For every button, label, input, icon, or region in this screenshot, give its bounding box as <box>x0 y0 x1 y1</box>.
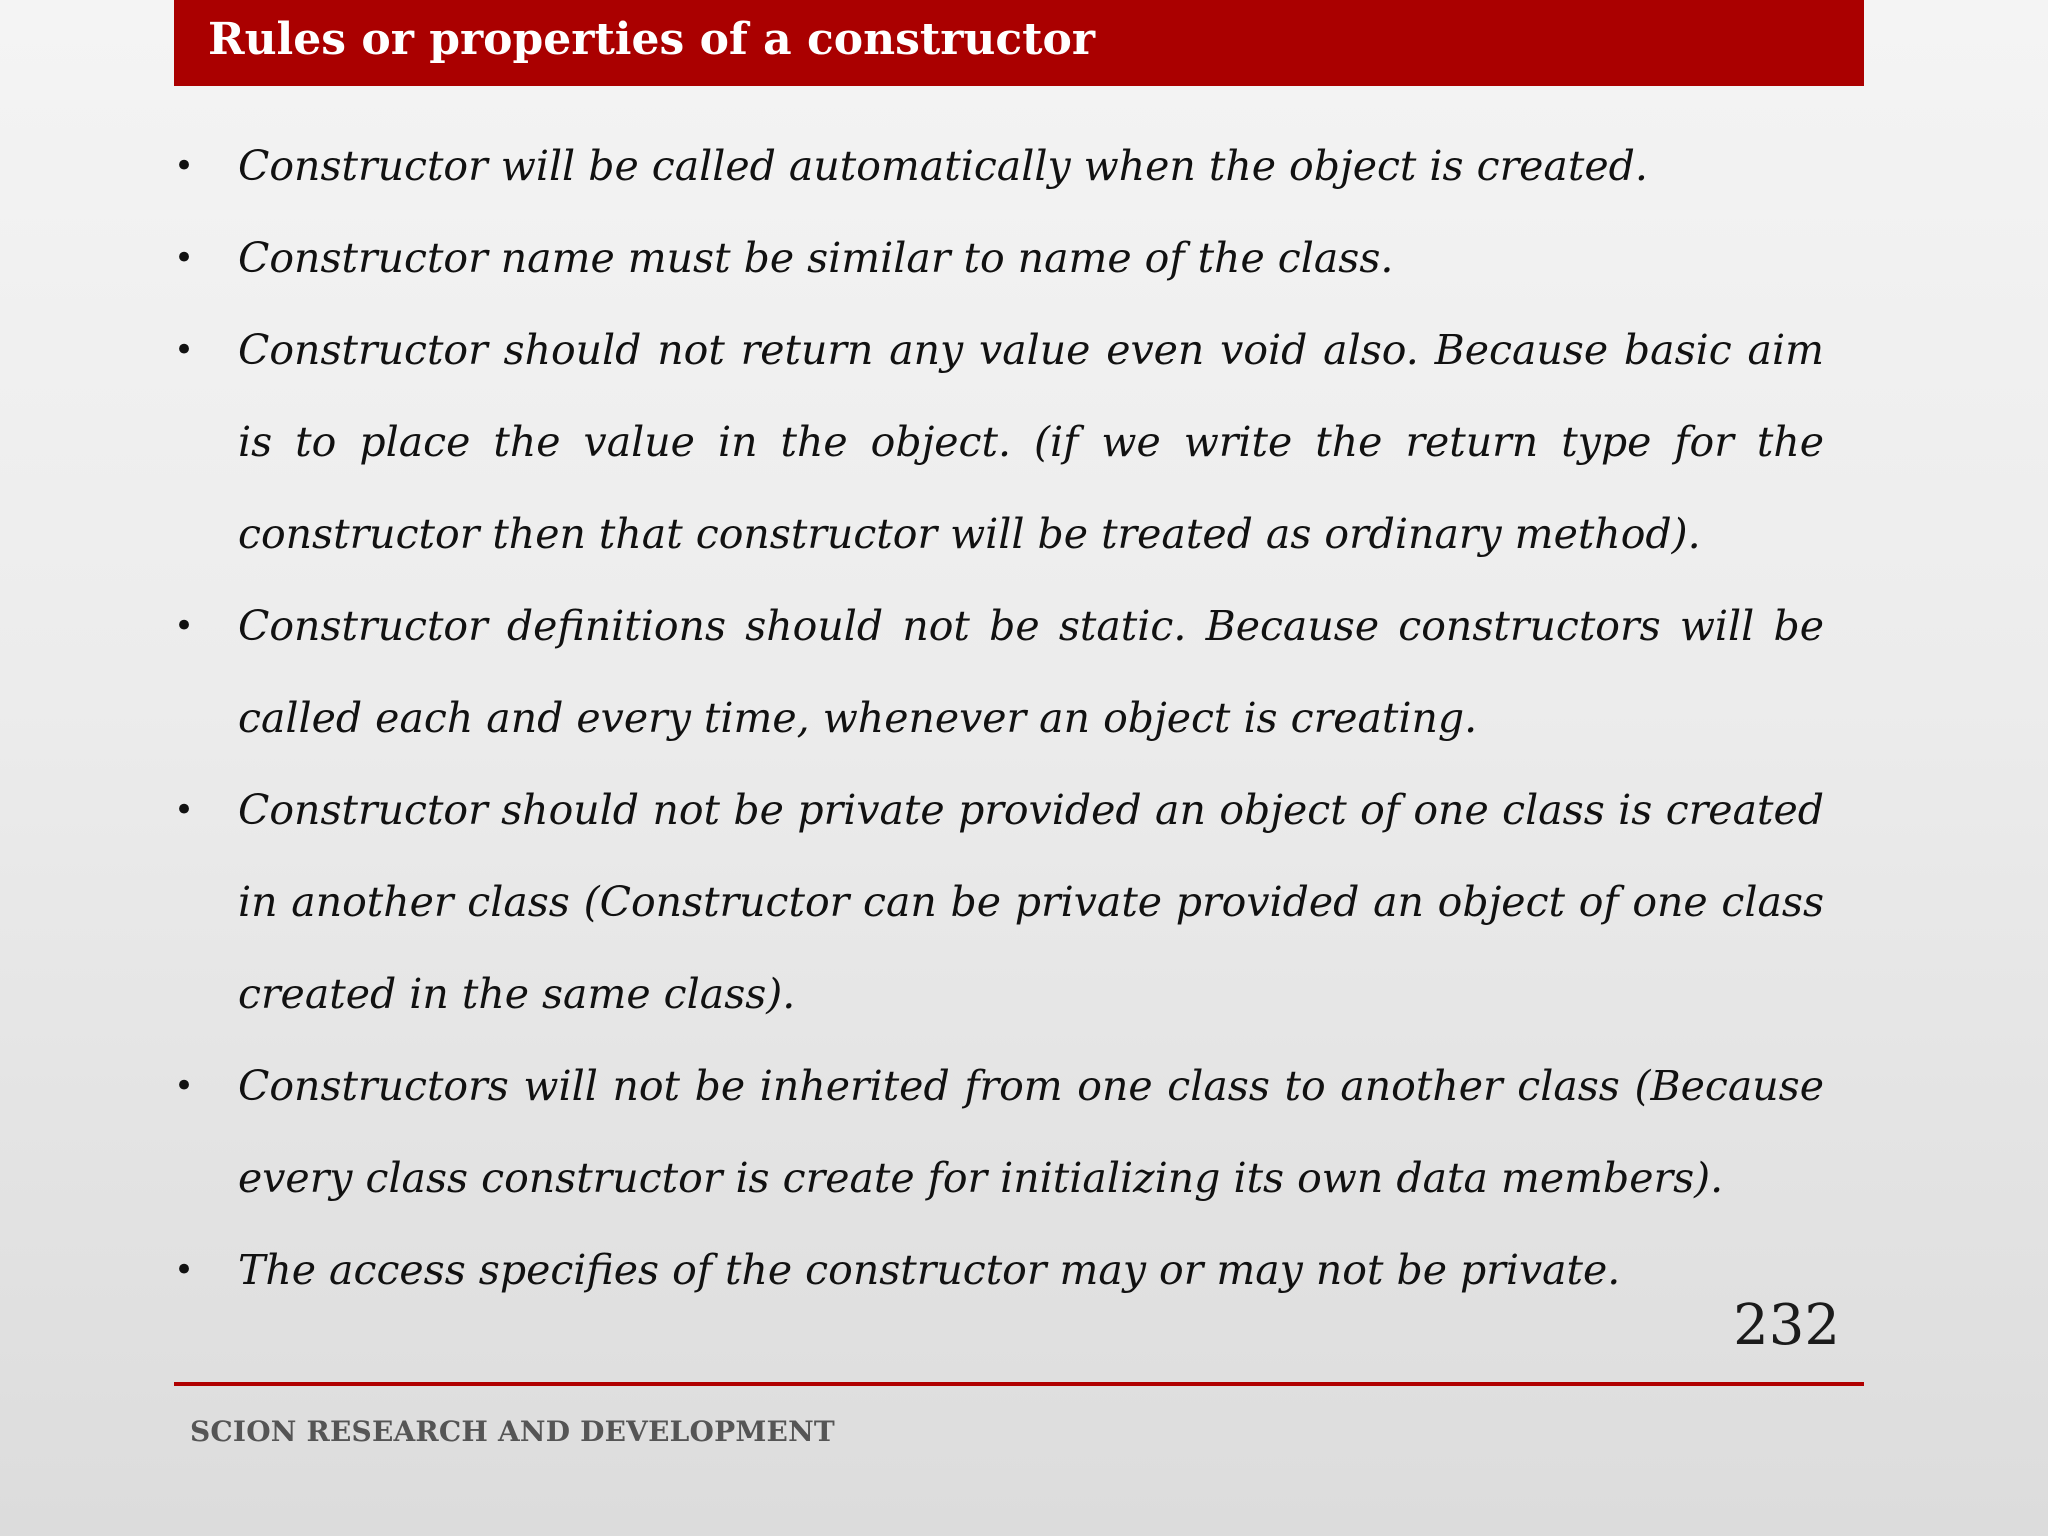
bullet-text-1: Constructor will be called automatically when the object is created. <box>238 142 1648 190</box>
bullet-icon: • <box>174 146 195 186</box>
bullet-item-7 <box>174 1224 1824 1316</box>
footer-divider <box>174 1382 1864 1386</box>
bullet-list <box>174 120 1824 1316</box>
title-bar <box>174 0 1864 86</box>
bullet-icon: • <box>174 606 195 646</box>
bullet-text-5: Constructor should not be private provided an object of one class is created in another class (Constructor can be private provided an object of one class created in the same class). <box>238 786 1824 1018</box>
bullet-item-6 <box>174 1040 1824 1224</box>
bullet-icon: • <box>174 330 195 370</box>
bullet-text-4: Constructor definitions should not be static. Because constructors will be called each and every time, whenever an object is creating. <box>238 602 1824 742</box>
bullet-item-5 <box>174 764 1824 1040</box>
slide-title: Rules or properties of a constructor <box>208 14 1096 65</box>
bullet-icon: • <box>174 1250 195 1290</box>
bullet-item-1 <box>174 120 1824 212</box>
bullet-text-7: The access specifies of the constructor may or may not be private. <box>238 1246 1621 1294</box>
bullet-icon: • <box>174 1066 195 1106</box>
bullet-item-4 <box>174 580 1824 764</box>
bullet-text-6: Constructors will not be inherited from one class to another class (Because every class constructor is create for initializing its own data members). <box>238 1062 1824 1202</box>
bullet-text-2: Constructor name must be similar to name of the class. <box>238 234 1394 282</box>
bullet-item-3 <box>174 304 1824 580</box>
bullet-text-3: Constructor should not return any value even void also. Because basic aim is to place the value in the object. (if we write the return type for the constructor then that constructor will be treated as ordinary method). <box>238 326 1824 558</box>
page-number: 232 <box>1733 1293 1840 1358</box>
bullet-icon: • <box>174 790 195 830</box>
footer-text: SCION RESEARCH AND DEVELOPMENT <box>190 1415 835 1448</box>
bullet-item-2 <box>174 212 1824 304</box>
bullet-icon: • <box>174 238 195 278</box>
